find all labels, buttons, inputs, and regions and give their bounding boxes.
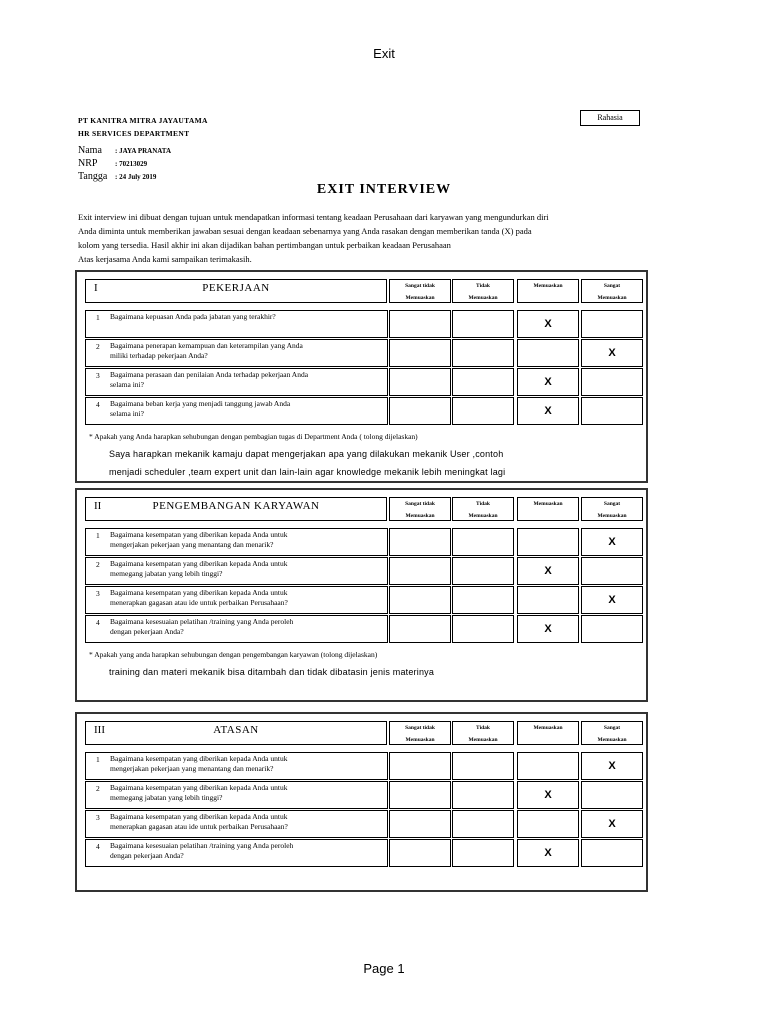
column-label: Tidak — [476, 501, 490, 507]
rating-checkbox[interactable] — [452, 781, 514, 809]
question-line: mengerjakan pekerjaan yang menantang dan menarik? — [110, 540, 274, 549]
company-department: HR SERVICES DEPARTMENT — [78, 129, 190, 138]
column-label: Memuaskan — [405, 737, 435, 743]
rating-column-header — [389, 497, 451, 521]
section-1 — [75, 270, 648, 483]
name-label: Nama — [78, 145, 102, 156]
question-text — [110, 399, 380, 419]
question-row — [85, 397, 388, 425]
section-note: * Apakah yang Anda harapkan sehubungan dengan pembagian tugas di Department Anda ( tolong dijelaskan) — [89, 432, 418, 441]
column-label: Memuaskan — [597, 513, 627, 519]
column-label: Sangat tidak — [405, 501, 435, 507]
confidential-badge: Rahasia — [580, 110, 640, 126]
rating-checkbox[interactable] — [581, 557, 643, 585]
column-label: Sangat — [603, 501, 621, 507]
rating-checkbox[interactable]: X — [517, 368, 579, 396]
rating-column-header — [389, 279, 451, 303]
question-row — [85, 752, 388, 780]
intro-line: kolom yang tersedia. Hasil akhir ini akan dijadikan bahan pertimbangan untuk perbaikan keadaan Perusahaan — [78, 240, 451, 250]
rating-checkbox[interactable]: X — [581, 339, 643, 367]
question-number: 1 — [96, 313, 100, 322]
question-text — [110, 841, 380, 861]
section-roman: III — [94, 724, 105, 736]
rating-column-header — [581, 721, 643, 745]
question-number: 2 — [96, 560, 100, 569]
question-line: miliki terhadap pekerjaan Anda? — [110, 351, 208, 360]
question-line: Bagaimana kepuasan Anda pada jabatan yang terakhir? — [110, 312, 276, 321]
answer-line: Saya harapkan mekanik kamaju dapat mengerjakan apa yang dilakukan mekanik User ,contoh — [109, 449, 504, 459]
rating-checkbox[interactable] — [452, 557, 514, 585]
column-label: Sangat tidak — [405, 283, 435, 289]
rating-checkbox[interactable]: X — [517, 839, 579, 867]
rating-checkbox[interactable] — [452, 339, 514, 367]
question-line: Bagaimana beban kerja yang menjadi tanggung jawab Anda — [110, 399, 291, 408]
question-line: Bagaimana kesempatan yang diberikan kepada Anda untuk — [110, 588, 288, 597]
question-text — [110, 783, 380, 803]
question-row — [85, 810, 388, 838]
section-note: * Apakah yang anda harapkan sehubungan dengan pengembangan karyawan (tolong dijelaskan) — [89, 650, 378, 659]
rating-checkbox[interactable] — [389, 557, 451, 585]
question-number: 1 — [96, 531, 100, 540]
intro-line: Atas kerjasama Anda kami sampaikan terimakasih. — [78, 254, 252, 264]
question-text — [110, 530, 380, 550]
rating-checkbox[interactable]: X — [581, 752, 643, 780]
question-row — [85, 310, 388, 338]
section-name: PENGEMBANGAN KARYAWAN — [152, 500, 320, 512]
rating-checkbox[interactable] — [389, 615, 451, 643]
column-label: Memuaskan — [468, 295, 498, 301]
rating-checkbox[interactable] — [389, 339, 451, 367]
rating-checkbox[interactable] — [389, 586, 451, 614]
company-name: PT KANITRA MITRA JAYAUTAMA — [78, 116, 208, 125]
rating-checkbox[interactable] — [452, 528, 514, 556]
question-line: memegang jabatan yang lebih tinggi? — [110, 569, 223, 578]
section-2 — [75, 488, 648, 702]
column-label: Memuaskan — [597, 737, 627, 743]
rating-checkbox[interactable] — [389, 781, 451, 809]
rating-checkbox[interactable] — [517, 586, 579, 614]
section-name: ATASAN — [213, 724, 259, 736]
rating-checkbox[interactable] — [389, 810, 451, 838]
question-row — [85, 586, 388, 614]
rating-checkbox[interactable] — [452, 810, 514, 838]
question-text — [110, 312, 380, 322]
question-number: 2 — [96, 784, 100, 793]
rating-checkbox[interactable] — [452, 752, 514, 780]
question-text — [110, 341, 380, 361]
answer-line: menjadi scheduler ,team expert unit dan lain-lain agar knowledge mekanik lebih meningkat lagi — [109, 467, 506, 477]
date-label: Tangga — [78, 171, 108, 182]
column-label: Tidak — [476, 725, 490, 731]
answer-text[interactable] — [109, 663, 434, 681]
rating-column-header — [452, 497, 514, 521]
column-label: Memuaskan — [468, 513, 498, 519]
question-row — [85, 839, 388, 867]
question-line: memegang jabatan yang lebih tinggi? — [110, 793, 223, 802]
column-label: Memuaskan — [468, 737, 498, 743]
column-label: Tidak — [476, 283, 490, 289]
rating-column-header — [517, 279, 579, 303]
rating-checkbox[interactable] — [581, 615, 643, 643]
employee-info — [78, 144, 171, 183]
rating-checkbox[interactable] — [517, 339, 579, 367]
column-label: Memuaskan — [597, 295, 627, 301]
rating-checkbox[interactable] — [581, 310, 643, 338]
question-number: 3 — [96, 813, 100, 822]
rating-checkbox[interactable]: X — [581, 586, 643, 614]
question-number: 4 — [96, 842, 100, 851]
question-line: Bagaimana penerapan kemampuan dan keterampilan yang Anda — [110, 341, 303, 350]
company-block — [78, 114, 208, 140]
intro-text — [78, 210, 598, 266]
date-value: : 24 July 2019 — [115, 172, 157, 181]
rating-checkbox[interactable] — [389, 397, 451, 425]
question-line: selama ini? — [110, 409, 144, 418]
page-footer: Page 1 — [363, 961, 405, 976]
intro-line: Exit interview ini dibuat dengan tujuan untuk mendapatkan informasi tentang keadaan Perusahaan dari karyawan yang mengundurkan diri — [78, 212, 549, 222]
question-text — [110, 588, 380, 608]
question-line: Bagaimana kesempatan yang diberikan kepada Anda untuk — [110, 559, 288, 568]
rating-checkbox[interactable] — [452, 397, 514, 425]
question-line: dengan pekerjaan Anda? — [110, 851, 184, 860]
column-label: Memuaskan — [405, 295, 435, 301]
rating-checkbox[interactable]: X — [517, 310, 579, 338]
rating-checkbox[interactable] — [452, 586, 514, 614]
question-text — [110, 559, 380, 579]
question-text — [110, 812, 380, 832]
column-label: Memuaskan — [533, 283, 563, 289]
question-text — [110, 370, 380, 390]
page-header-title: Exit — [373, 46, 395, 61]
question-number: 1 — [96, 755, 100, 764]
column-label: Sangat — [603, 725, 621, 731]
rating-checkbox[interactable]: X — [517, 397, 579, 425]
rating-checkbox[interactable] — [389, 752, 451, 780]
rating-checkbox[interactable] — [517, 752, 579, 780]
rating-checkbox[interactable]: X — [517, 557, 579, 585]
rating-checkbox[interactable] — [389, 310, 451, 338]
section-header — [85, 721, 387, 745]
column-label: Sangat — [603, 283, 621, 289]
question-number: 4 — [96, 618, 100, 627]
question-line: selama ini? — [110, 380, 144, 389]
rating-checkbox[interactable] — [517, 810, 579, 838]
rating-checkbox[interactable]: X — [517, 615, 579, 643]
question-number: 3 — [96, 371, 100, 380]
question-line: Bagaimana kesempatan yang diberikan kepada Anda untuk — [110, 530, 288, 539]
name-value: : JAYA PRANATA — [115, 146, 172, 155]
question-row — [85, 615, 388, 643]
rating-column-header — [452, 721, 514, 745]
rating-checkbox[interactable] — [581, 781, 643, 809]
nrp-value: : 70213029 — [115, 159, 148, 168]
question-line: Bagaimana kesesuaian pelatihan /training yang Anda peroleh — [110, 617, 294, 626]
rating-column-header — [517, 721, 579, 745]
rating-checkbox[interactable] — [581, 368, 643, 396]
rating-column-header — [581, 497, 643, 521]
section-roman: I — [94, 282, 98, 294]
rating-checkbox[interactable]: X — [581, 810, 643, 838]
section-name: PEKERJAAN — [202, 282, 270, 294]
question-number: 4 — [96, 400, 100, 409]
rating-checkbox[interactable] — [452, 310, 514, 338]
section-3 — [75, 712, 648, 892]
section-header — [85, 497, 387, 521]
question-row — [85, 781, 388, 809]
rating-checkbox[interactable]: X — [517, 781, 579, 809]
rating-checkbox[interactable]: X — [581, 528, 643, 556]
question-row — [85, 368, 388, 396]
column-label: Memuaskan — [533, 501, 563, 507]
question-number: 3 — [96, 589, 100, 598]
question-text — [110, 754, 380, 774]
column-label: Memuaskan — [405, 513, 435, 519]
column-label: Memuaskan — [533, 725, 563, 731]
question-line: Bagaimana kesesuaian pelatihan /training yang Anda peroleh — [110, 841, 294, 850]
question-line: Bagaimana kesempatan yang diberikan kepada Anda untuk — [110, 812, 288, 821]
question-row — [85, 339, 388, 367]
rating-checkbox[interactable] — [452, 839, 514, 867]
question-row — [85, 528, 388, 556]
nrp-label: NRP — [78, 158, 98, 169]
rating-checkbox[interactable] — [452, 368, 514, 396]
rating-checkbox[interactable] — [581, 839, 643, 867]
answer-text[interactable] — [109, 445, 505, 481]
rating-checkbox[interactable] — [517, 528, 579, 556]
intro-line: Anda diminta untuk memberikan jawaban sesuai dengan keadaan sebenarnya yang Anda rasakan dengan memberikan tanda (X) pada — [78, 226, 532, 236]
form-title: EXIT INTERVIEW — [316, 182, 452, 197]
rating-checkbox[interactable] — [452, 615, 514, 643]
rating-checkbox[interactable] — [389, 368, 451, 396]
rating-checkbox[interactable] — [581, 397, 643, 425]
rating-column-header — [452, 279, 514, 303]
rating-checkbox[interactable] — [389, 528, 451, 556]
column-label: Sangat tidak — [405, 725, 435, 731]
question-line: Bagaimana perasaan dan penilaian Anda terhadap pekerjaan Anda — [110, 370, 309, 379]
answer-line: training dan materi mekanik bisa ditambah dan tidak dibatasin jenis materinya — [109, 667, 435, 677]
rating-column-header — [389, 721, 451, 745]
question-number: 2 — [96, 342, 100, 351]
question-line: Bagaimana kesempatan yang diberikan kepada Anda untuk — [110, 754, 288, 763]
question-text — [110, 617, 380, 637]
question-row — [85, 557, 388, 585]
question-line: Bagaimana kesempatan yang diberikan kepada Anda untuk — [110, 783, 288, 792]
section-header — [85, 279, 387, 303]
question-line: mengerjakan pekerjaan yang menantang dan menarik? — [110, 764, 274, 773]
rating-checkbox[interactable] — [389, 839, 451, 867]
rating-column-header — [581, 279, 643, 303]
rating-column-header — [517, 497, 579, 521]
question-line: menerapkan gagasan atau ide untuk perbaikan Perusahaan? — [110, 822, 288, 831]
section-roman: II — [94, 500, 102, 512]
question-line: menerapkan gagasan atau ide untuk perbaikan Perusahaan? — [110, 598, 288, 607]
question-line: dengan pekerjaan Anda? — [110, 627, 184, 636]
